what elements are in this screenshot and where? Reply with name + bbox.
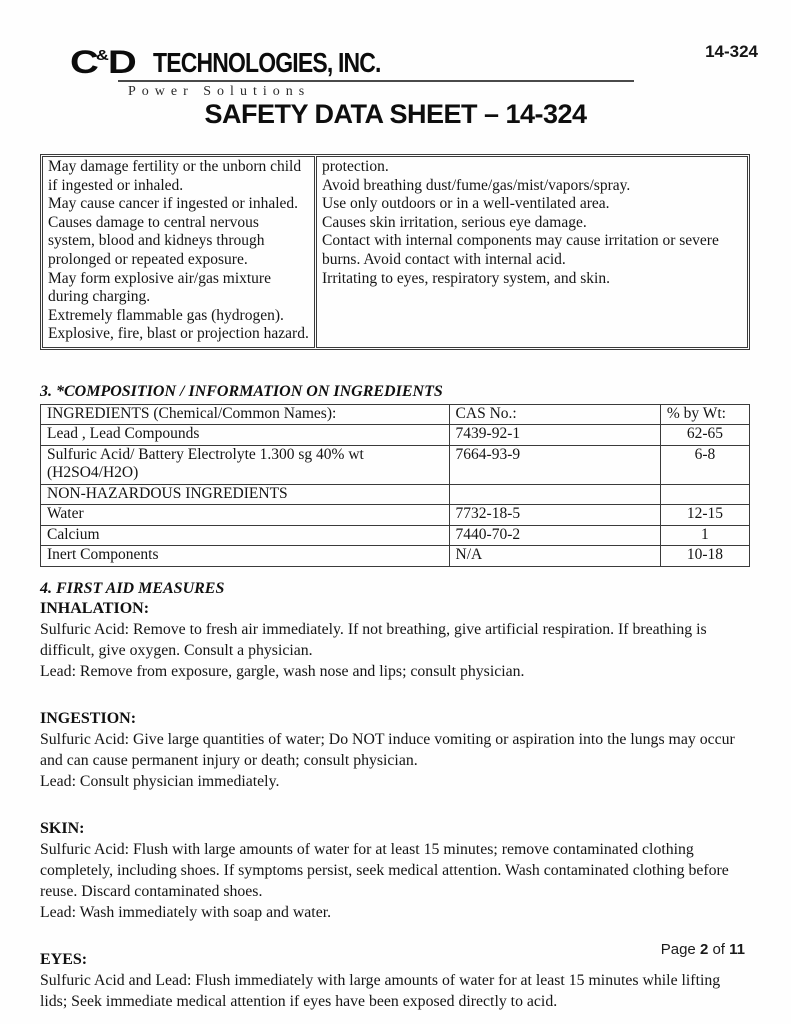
total-pages: 11 xyxy=(729,941,745,958)
ingredient-name xyxy=(41,445,450,484)
skin-lead-text: Lead: Wash immediately with soap and water. xyxy=(40,903,332,921)
eyes-label: EYES: xyxy=(40,950,88,968)
header-pct-by-wt: % by Wt: xyxy=(660,404,749,425)
table-row xyxy=(41,425,750,446)
ingredient-cas: 7732-18-5 xyxy=(449,505,660,526)
page-label: Page xyxy=(660,941,696,958)
hazard-statement: Causes damage to central nervous system, blood and kidneys through prolonged or repeated exposure. xyxy=(48,213,265,268)
hazard-statement: Avoid breathing dust/fume/gas/mist/vapors/spray. xyxy=(322,176,631,194)
ingredient-wt: 12-15 xyxy=(660,505,749,526)
hazard-statement: May form explosive air/gas mixture during charging. xyxy=(48,269,271,306)
ingredient-cas: 7439-92-1 xyxy=(449,425,660,446)
table-row xyxy=(41,484,750,505)
eyes-text: Sulfuric Acid and Lead: Flush immediately with large amounts of water for at least 15 minutes while lifting lids; Seek immediate medical attention if eyes have been exposed directly to acid. xyxy=(40,971,721,1010)
hazard-statements-box xyxy=(40,154,750,350)
page-title: SAFETY DATA SHEET – 14-324 xyxy=(204,99,587,129)
table-row xyxy=(41,445,750,484)
inhalation-sulfuric-acid-text: Sulfuric Acid: Remove to fresh air immediately. If not breathing, give artificial respiration. If breathing is difficult, give oxygen. Consult a physician. xyxy=(40,620,707,659)
first-aid-skin xyxy=(40,818,750,923)
first-aid-ingestion xyxy=(40,708,750,792)
page-footer xyxy=(661,941,745,958)
table-row xyxy=(41,525,750,546)
hazard-statement: Irritating to eyes, respiratory system, and skin. xyxy=(322,269,610,287)
ingestion-lead-text: Lead: Consult physician immediately. xyxy=(40,772,280,790)
table-row xyxy=(41,505,750,526)
ingredient-name-line1: Sulfuric Acid/ Battery Electrolyte 1.300 sg 40% wt xyxy=(47,445,364,463)
hazard-statement: Extremely flammable gas (hydrogen). xyxy=(48,306,284,324)
section-3-heading: 3. *COMPOSITION / INFORMATION ON INGREDIENTS xyxy=(40,382,443,400)
skin-sulfuric-acid-text: Sulfuric Acid: Flush with large amounts of water for at least 15 minutes; remove contaminated clothing completely, including shoes. If symptoms persist, seek medical attention. Wash contaminated clothing before reuse. Discard contaminated shoes. xyxy=(40,840,729,900)
inhalation-lead-text: Lead: Remove from exposure, gargle, wash nose and lips; consult physician. xyxy=(40,662,525,680)
ingredient-name-line2: (H2SO4/H2O) xyxy=(47,464,139,482)
cd-logo-c: C xyxy=(70,44,96,81)
table-row xyxy=(41,546,750,567)
ingredient-cas: 7664-93-9 xyxy=(449,445,660,484)
hazard-box-right-column xyxy=(316,156,748,348)
ingredients-table xyxy=(40,404,750,567)
company-name: TECHNOLOGIES, INC. xyxy=(153,47,381,78)
ingredient-name: Inert Components xyxy=(41,546,450,567)
cd-logo xyxy=(70,46,134,79)
ingredient-name: Calcium xyxy=(41,525,450,546)
ingredient-wt xyxy=(660,484,749,505)
first-aid-inhalation xyxy=(40,598,750,682)
section-4-heading: 4. FIRST AID MEASURES xyxy=(40,579,225,597)
hazard-box-left-column xyxy=(42,156,315,348)
cd-logo-ampersand: & xyxy=(95,46,108,64)
ingredient-wt: 1 xyxy=(660,525,749,546)
hazard-statement: Causes skin irritation, serious eye damage. xyxy=(322,213,587,231)
ingredient-cas: 7440-70-2 xyxy=(449,525,660,546)
inhalation-label: INHALATION: xyxy=(40,599,150,617)
ingredient-name: Lead , Lead Compounds xyxy=(41,425,450,446)
hazard-statement: Contact with internal components may cause irritation or severe burns. Avoid contact with internal acid. xyxy=(322,232,719,268)
ingredient-cas xyxy=(449,484,660,505)
table-header-row xyxy=(41,404,750,425)
document-body xyxy=(40,154,750,1012)
cd-logo-d: D xyxy=(107,44,134,81)
ingestion-sulfuric-acid-text: Sulfuric Acid: Give large quantities of water; Do NOT induce vomiting or aspiration into the lungs may occur and can cause permanent injury or death; consult physician. xyxy=(40,730,735,769)
ingredient-wt: 62-65 xyxy=(660,425,749,446)
skin-label: SKIN: xyxy=(40,819,85,837)
hazard-statement: Explosive, fire, blast or projection hazard. xyxy=(48,325,309,343)
first-aid-eyes xyxy=(40,949,750,1012)
page-number: 2 xyxy=(699,941,709,958)
ingredient-wt: 10-18 xyxy=(660,546,749,567)
hazard-statement: May cause cancer if ingested or inhaled. xyxy=(48,195,299,213)
hazard-statement: protection. xyxy=(322,158,389,175)
of-label: of xyxy=(712,941,725,958)
ingredient-wt: 6-8 xyxy=(660,445,749,484)
company-tagline: Power Solutions xyxy=(128,84,311,99)
document-number: 14-324 xyxy=(705,42,758,61)
ingestion-label: INGESTION: xyxy=(40,709,137,727)
logo-divider-line xyxy=(118,80,634,82)
hazard-statement: Use only outdoors or in a well-ventilated area. xyxy=(322,195,610,213)
ingredient-name: NON-HAZARDOUS INGREDIENTS xyxy=(41,484,450,505)
header-ingredients: INGREDIENTS (Chemical/Common Names): xyxy=(41,404,450,425)
hazard-statement: May damage fertility or the unborn child if ingested or inhaled. xyxy=(48,158,302,194)
header-cas-no: CAS No.: xyxy=(449,404,660,425)
ingredient-name: Water xyxy=(41,505,450,526)
ingredient-cas: N/A xyxy=(449,546,660,567)
